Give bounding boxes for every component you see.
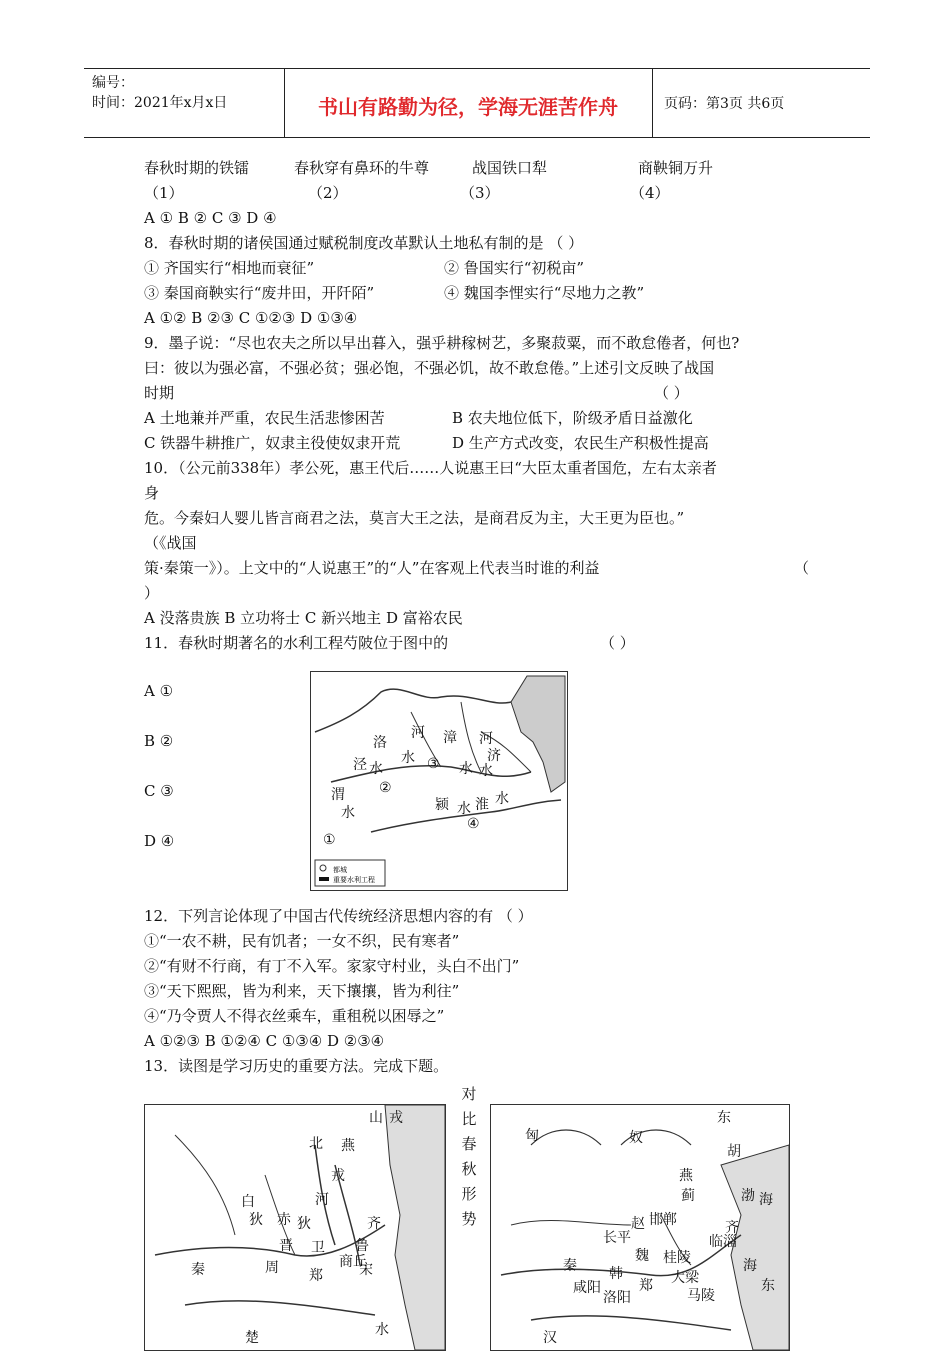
map-label: 海 — [759, 1192, 773, 1208]
map-label: 秦 — [563, 1258, 577, 1274]
q11-bracket: （ ） — [600, 634, 635, 652]
q8-s1: ① 齐国实行“相地而衰征” — [144, 259, 315, 277]
map-label: 水 — [495, 791, 509, 807]
map-label: 颍 — [435, 797, 449, 813]
q11-option-b: B ② — [144, 732, 174, 750]
map-label: 赤 — [277, 1212, 291, 1228]
page-header — [84, 68, 870, 138]
header-meta — [92, 73, 227, 113]
map-label: ④ — [467, 816, 480, 832]
q7-options: A ① B ② C ③ D ④ — [144, 209, 277, 227]
map-label: 宋 — [359, 1262, 373, 1278]
q8-statement-row — [144, 256, 820, 281]
map-label: 河 — [315, 1192, 329, 1208]
q12-s2: ②“有财不行商，有丁不入军。家家守村业，头白不出门” — [144, 957, 520, 975]
map-label: 楚 — [245, 1330, 259, 1346]
q9-option-row — [144, 431, 820, 456]
map-label: 齐 — [725, 1220, 739, 1236]
q13-map1-drawing — [145, 1105, 445, 1350]
map-label: 赵 — [631, 1216, 645, 1232]
vertical-char: 势 — [461, 1210, 477, 1228]
q12-s3: ③“天下熙熙，皆为利来，天下攘攘，皆为利往” — [144, 982, 460, 1000]
map-label: ③ — [427, 756, 440, 772]
map-label: 蓟 — [681, 1188, 695, 1204]
map-label: 魏 — [635, 1248, 649, 1264]
map-label: 桂陵 — [663, 1250, 691, 1266]
caption-number-2: （2） — [308, 184, 348, 202]
map-label: 燕 — [341, 1138, 355, 1154]
map-label: 长平 — [603, 1230, 631, 1246]
map-label: ① — [323, 832, 336, 848]
q8-s2: ② 鲁国实行“初税亩” — [444, 259, 585, 277]
caption-number-3: （3） — [460, 184, 500, 202]
number-label: 编号： — [92, 75, 134, 91]
q12-s4: ④“乃令贾人不得衣丝乘车，重租税以困辱之” — [144, 1007, 445, 1025]
map-label: 水 — [459, 761, 473, 777]
q10-line-1: 10．（公元前338年）孝公死，惠王代后……人说惠王曰“大臣太重者国危，左右太亲者 — [144, 459, 717, 477]
map-label: 水 — [369, 761, 383, 777]
q11-stem-row — [144, 631, 820, 656]
migration-arrows — [531, 1130, 691, 1145]
map-label: 东 — [717, 1110, 731, 1126]
map-label: 马陵 — [687, 1288, 715, 1304]
map-label: 鲁 — [355, 1238, 369, 1254]
map-label: 狄 — [249, 1212, 263, 1228]
q8-s3: ③ 秦国商鞅实行“废井田，开阡陌” — [144, 284, 375, 302]
q10-line-4: （《战国 — [144, 534, 197, 552]
map-label: 奴 — [629, 1130, 643, 1146]
map-label: 泾 — [353, 757, 367, 773]
q13-stem: 13．读图是学习历史的重要方法。完成下题。 — [144, 1057, 449, 1075]
q9-line-3 — [144, 381, 820, 406]
map-label: 临淄 — [709, 1234, 737, 1250]
map-label: 水 — [479, 763, 493, 779]
caption-number-1: （1） — [144, 184, 184, 202]
map-label: 周 — [265, 1260, 279, 1276]
q11-option-d: D ④ — [144, 832, 175, 850]
map-label: 秦 — [191, 1262, 205, 1278]
legend-water-project: 重要水利工程 — [333, 876, 375, 884]
map-label: 郑 — [309, 1268, 323, 1284]
q10-line-5-text: 策·秦策一》）。上文中的“人说惠王”的“人”在客观上代表当时谁的利益 — [144, 559, 600, 577]
q8-statement-row — [144, 281, 820, 306]
header-divider — [652, 69, 653, 137]
document-body — [144, 156, 820, 656]
map-label: 胡 — [727, 1144, 741, 1160]
q11-stem: 11．春秋时期著名的水利工程芍陂位于图中的 — [144, 634, 449, 652]
caption-number-row — [144, 181, 820, 206]
map-label: 洛 — [373, 735, 387, 751]
q9-line-1: 9．墨子说：“尽也农夫之所以早出暮入，强乎耕稼树艺，多聚菽粟，而不敢怠倦者，何也? — [144, 334, 740, 352]
map-label: 郑 — [639, 1278, 653, 1294]
map-label: 邯郸 — [649, 1212, 677, 1228]
river — [531, 1316, 731, 1330]
map-label: 北 — [309, 1136, 323, 1152]
q11-option-c: C ③ — [144, 782, 174, 800]
q9-line-3-text: 时期 — [144, 384, 175, 402]
q11-map — [310, 671, 568, 891]
date-label: 时间：2021年x月x日 — [92, 95, 228, 111]
map-label: 戎 — [389, 1110, 403, 1126]
map-label: 商丘 — [339, 1254, 367, 1270]
vertical-char: 春 — [461, 1135, 477, 1153]
vertical-char: 形 — [461, 1185, 477, 1203]
caption-1: 春秋时期的铁镭 — [144, 159, 250, 177]
q8-stem: 8．春秋时期的诸侯国通过赋税制度改革默认土地私有制的是 （ ） — [144, 234, 584, 252]
map-label: 晋 — [279, 1238, 293, 1254]
map-label: 狄 — [297, 1216, 311, 1232]
q12-s1: ①“一农不耕，民有饥者；一女不织，民有寒者” — [144, 932, 460, 950]
q8-s4: ④ 魏国李悝实行“尽地力之教” — [444, 284, 645, 302]
map-label: 汉 — [543, 1330, 557, 1346]
map-label: 洛阳 — [603, 1290, 631, 1306]
q13-map-warring-states — [490, 1104, 790, 1351]
map-label: 咸阳 — [573, 1280, 601, 1296]
q10-line-5 — [144, 556, 820, 581]
q9-option-a: A 土地兼并严重，农民生活悲惨困苦 — [144, 409, 385, 427]
q9-option-b: B 农夫地位低下，阶级矛盾日益激化 — [452, 409, 693, 427]
map-label: 大梁 — [671, 1270, 699, 1286]
map-label: 漳 — [443, 730, 457, 746]
q11-map-drawing — [311, 672, 567, 890]
caption-2: 春秋穿有鼻环的牛尊 — [294, 159, 430, 177]
map-label: 白 — [241, 1194, 255, 1210]
motto: 书山有路勤为径，学海无涯苦作舟 — [318, 95, 618, 119]
map-label: 匈 — [525, 1128, 539, 1144]
vertical-char: 对 — [461, 1085, 477, 1103]
q12-options: A ①②③ B ①②④ C ①③④ D ②③④ — [144, 1032, 385, 1050]
caption-number-4: （4） — [630, 184, 670, 202]
vertical-char: 秋 — [461, 1160, 477, 1178]
page-info: 页码：第3页 共6页 — [664, 96, 785, 112]
q13-map-spring-autumn — [144, 1104, 446, 1351]
q10-bracket-open: （ — [794, 559, 810, 577]
map-label: 水 — [457, 801, 471, 817]
q9-bracket: （ ） — [654, 384, 689, 402]
map-label: 东 — [761, 1278, 775, 1294]
map-label: ② — [379, 780, 392, 796]
document-body-lower — [144, 904, 820, 1079]
q10-line-6: ） — [144, 584, 160, 602]
map-label: 卫 — [311, 1240, 325, 1256]
q11-options — [144, 682, 174, 882]
map-label: 燕 — [679, 1168, 693, 1184]
map-label: 济 — [487, 748, 501, 764]
map-label: 水 — [341, 805, 355, 821]
map-label: 水 — [375, 1322, 389, 1338]
q10-line-2: 身 — [144, 484, 160, 502]
q8-options: A ①② B ②③ C ①②③ D ①③④ — [144, 309, 358, 327]
caption-4: 商鞅铜万升 — [638, 159, 714, 177]
q11-option-a: A ① — [144, 682, 174, 700]
q9-option-row — [144, 406, 820, 431]
q12-stem: 12．下列言论体现了中国古代传统经济思想内容的有 （ ） — [144, 907, 533, 925]
q9-option-d: D 生产方式改变，农民生产积极性提高 — [452, 434, 709, 452]
map-label: 渭 — [331, 787, 345, 803]
map-label: 戎 — [331, 1168, 345, 1184]
q9-line-2: 曰：彼以为强必富，不强必贫；强必饱，不强必饥，故不敢怠倦。”上述引文反映了战国 — [144, 359, 715, 377]
sea-area — [385, 1105, 445, 1350]
legend-capital: 都城 — [333, 866, 347, 874]
map-label: 淮 — [475, 797, 489, 813]
q9-option-c: C 铁器牛耕推广，奴隶主役使奴隶开荒 — [144, 434, 401, 452]
vertical-char: 比 — [461, 1110, 477, 1128]
water-project-symbol — [319, 877, 329, 881]
q10-line-3: 危。今秦妇人婴儿皆言商君之法，莫言大王之法，是商君反为主，大王更为臣也。” — [144, 509, 685, 527]
map-label: 山 — [369, 1110, 383, 1126]
map-label: 河 — [411, 725, 425, 741]
map-label: 河 — [479, 731, 493, 747]
map-label: 水 — [401, 750, 415, 766]
map-label: 海 — [743, 1258, 757, 1274]
map-label: 韩 — [609, 1266, 623, 1282]
q10-options: A 没落贵族 B 立功将士 C 新兴地主 D 富裕农民 — [144, 609, 463, 627]
map-label: 渤 — [741, 1188, 755, 1204]
caption-3: 战国铁口犁 — [472, 159, 548, 177]
border — [175, 1135, 295, 1255]
caption-row — [144, 156, 820, 181]
river — [185, 1301, 375, 1315]
map-label: 齐 — [367, 1216, 381, 1232]
vertical-caption — [460, 1082, 478, 1232]
